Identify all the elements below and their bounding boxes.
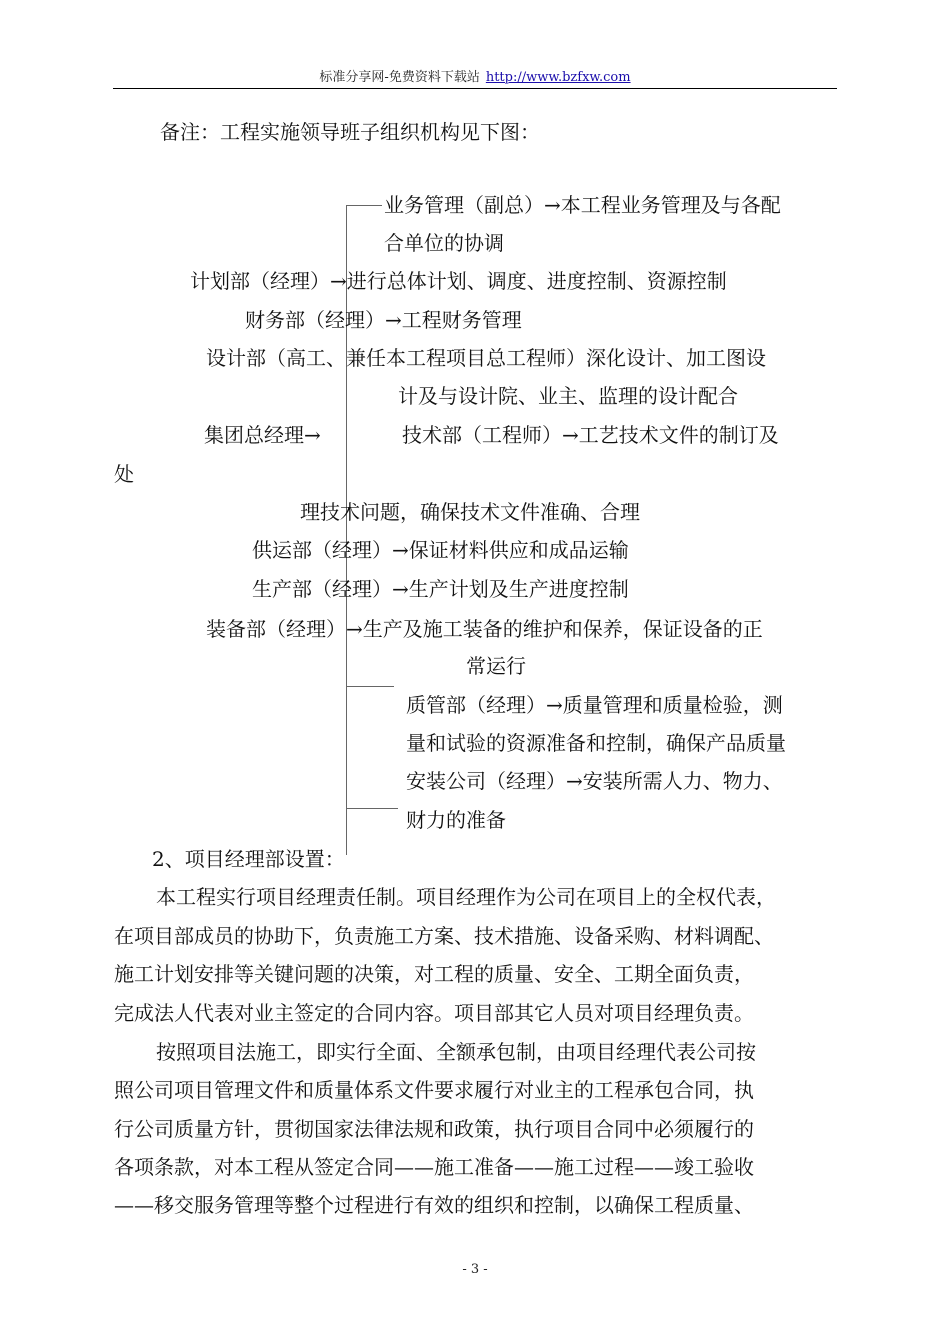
org-item: 合单位的协调 [384,231,504,255]
paragraph-line: 按照项目法施工，即实行全面、全额承包制，由项目经理代表公司按 [156,1040,756,1064]
org-item: 计划部（经理）→进行总体计划、调度、进度控制、资源控制 [190,269,727,293]
org-item: 处 [114,462,134,486]
org-item: 常运行 [466,654,526,678]
org-item: 质管部（经理）→质量管理和质量检验，测 [406,693,783,717]
org-item: 安装公司（经理）→安装所需人力、物力、 [406,769,783,793]
org-item: 理技术问题，确保技术文件准确、合理 [300,500,640,524]
paragraph-line: 在项目部成员的协助下，负责施工方案、技术措施、设备采购、材料调配、 [114,924,774,948]
paragraph-line: 施工计划安排等关键问题的决策，对工程的质量、安全、工期全面负责， [114,962,754,986]
org-item: 设计部（高工、兼任本工程项目总工程师）深化设计、加工图设 [206,346,766,370]
connector-branch [346,808,398,809]
org-item: 生产部（经理）→生产计划及生产进度控制 [252,577,629,601]
org-item: 财务部（经理）→工程财务管理 [245,308,522,332]
note-line: 备注：工程实施领导班子组织机构见下图： [160,120,540,144]
connector-branch [346,205,382,206]
org-root: 集团总经理→ [204,423,321,447]
paragraph-line: 本工程实行项目经理责任制。项目经理作为公司在项目上的全权代表， [156,885,776,909]
paragraph-line: 行公司质量方针，贯彻国家法律法规和政策，执行项目合同中必须履行的 [114,1117,754,1141]
paragraph-line: 照公司项目管理文件和质量体系文件要求履行对业主的工程承包合同，执 [114,1078,754,1102]
page-header [0,66,950,85]
org-item: 装备部（经理）→生产及施工装备的维护和保养，保证设备的正 [206,617,763,641]
org-item: 财力的准备 [406,808,506,832]
section-title: 2、项目经理部设置： [152,847,345,871]
org-item: 业务管理（副总）→本工程业务管理及与各配 [384,193,781,217]
org-item: 技术部（工程师）→工艺技术文件的制订及 [402,423,779,447]
header-site-name: 标准分享网-免费资料下载站 [319,70,480,85]
org-item: 供运部（经理）→保证材料供应和成品运输 [252,538,629,562]
paragraph-line: 各项条款，对本工程从签定合同——施工准备——施工过程——竣工验收 [114,1155,754,1179]
paragraph-line: 完成法人代表对业主签定的合同内容。项目部其它人员对项目经理负责。 [114,1001,754,1025]
page-number: - 3 - [462,1262,488,1277]
org-chart-connector [346,205,347,855]
org-item: 量和试验的资源准备和控制，确保产品质量 [406,731,786,755]
header-url-link[interactable]: http://www.bzfxw.com [485,70,631,85]
connector-branch [346,686,394,687]
header-rule [113,88,837,89]
org-item: 计及与设计院、业主、监理的设计配合 [398,384,738,408]
paragraph-line: ——移交服务管理等整个过程进行有效的组织和控制，以确保工程质量、 [114,1193,754,1217]
